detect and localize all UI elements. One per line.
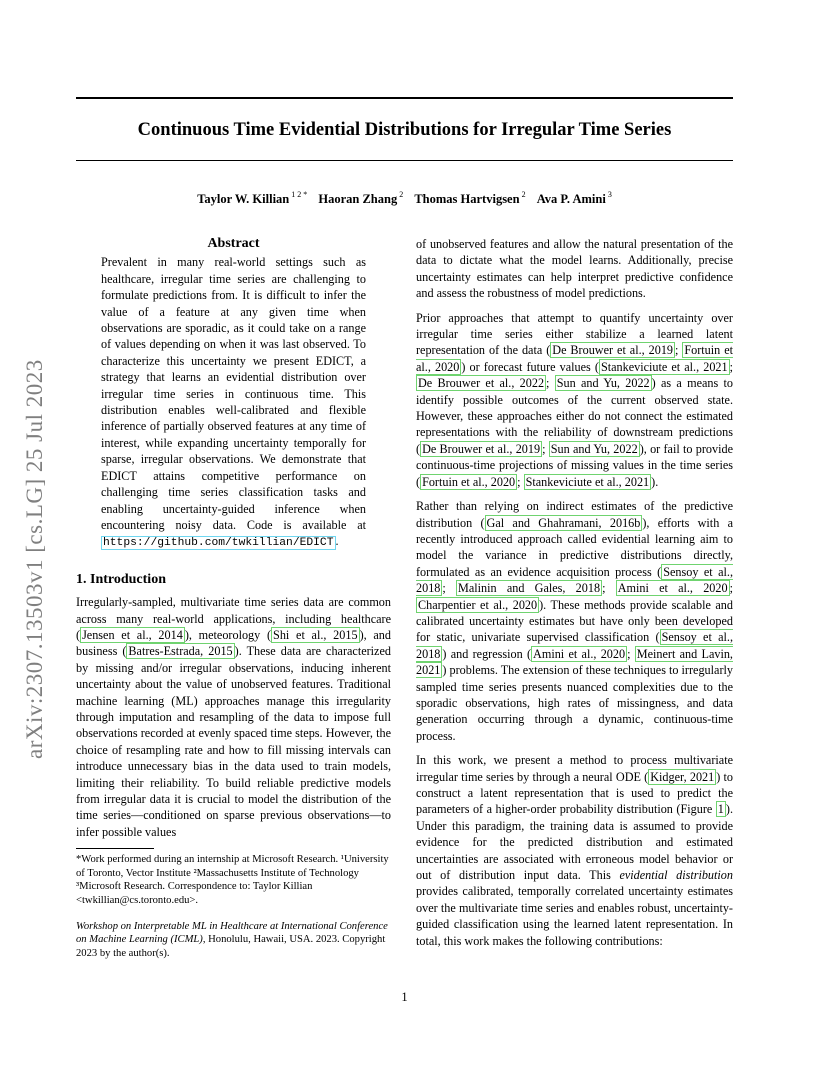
citation-link[interactable]: Jensen et al., 2014 bbox=[82, 627, 183, 642]
citation-link[interactable]: Sun and Yu, 2022 bbox=[550, 441, 638, 456]
paragraph: Rather than relying on indirect estimates of the predictive distribution ( Gal and Ghahramani, 2016b ), efforts with a recently introduced approach called evidential learning aim to model the variance in predictive distributions directly, formulated as an evidence acquisition process ( Sensoy et al., 2018 ; Malinin and Gales, 2018 ; Amini et al., 2020 ; Charpentier et al., 2020 ). These methods provide scalable and calibrated uncertainty estimates but have only been developed for static, univariate supervised classification ( Sensoy et al., 2018 ) and regression ( Amini et al., 2020 ; Meinert and Lavin, 2021 ) problems. The extension of these techniques to irregularly sampled time series presents nuanced complexities due to the sporadic observations, high rates of missingness, and data generation occurring through a dynamic, continuous-time process. bbox=[416, 499, 734, 743]
paragraph: of unobserved features and allow the natural presentation of the data to dictate what the model learns. Additionally, precise uncertainty estimates can help interpret predictive confidence and assess the robustness of model predictions. bbox=[416, 237, 733, 301]
citation-link[interactable]: Amini et al., 2020 bbox=[617, 581, 728, 596]
footnote-rule bbox=[76, 848, 154, 849]
paper-title: Continuous Time Evidential Distributions for Irregular Time Series bbox=[137, 120, 672, 140]
citation-link[interactable]: Meinert and Lavin, 2021 bbox=[416, 646, 733, 678]
citation-link[interactable]: Shi et al., 2015 bbox=[273, 627, 358, 642]
author: Thomas Hartvigsen $^2$ bbox=[414, 190, 526, 206]
author: Haoran Zhang $^2$ bbox=[318, 190, 404, 206]
author: Ava P. Amini $^3$ bbox=[536, 190, 612, 206]
figure-reference-link[interactable]: 1 bbox=[717, 802, 724, 817]
citation-link[interactable]: Gal and Ghahramani, 2016b bbox=[486, 515, 641, 530]
citation-link[interactable]: Batres-Estrada, 2015 bbox=[128, 644, 233, 659]
arxiv-stamp: arXiv:2307.13503v1 [cs.LG] 25 Jul 2023 bbox=[22, 359, 47, 759]
title-rule-bottom bbox=[76, 160, 733, 161]
author: Taylor W. Killian $^{1 2 *}$ bbox=[197, 190, 308, 206]
author-list bbox=[76, 190, 733, 207]
code-link[interactable]: https://github.com/twkillian/EDICT bbox=[103, 537, 334, 550]
citation-link[interactable]: De Brouwer et al., 2022 bbox=[418, 376, 545, 391]
citation-link[interactable]: De Brouwer et al., 2019 bbox=[552, 343, 674, 358]
citation-link[interactable]: Fortuin et al., 2020 bbox=[416, 343, 734, 374]
citation-link[interactable]: Sun and Yu, 2022 bbox=[556, 376, 650, 391]
right-column bbox=[416, 236, 733, 957]
citation-link[interactable]: Malinin and Gales, 2018 bbox=[458, 581, 601, 596]
citation-link[interactable]: Sensoy et al., 2018 bbox=[416, 630, 734, 661]
citation-link[interactable]: Stankeviciute et al., 2021 bbox=[600, 359, 728, 374]
citation-link[interactable]: Stankeviciute et al., 2021 bbox=[525, 474, 650, 489]
abstract-heading: Abstract bbox=[207, 236, 260, 251]
paragraph: Prior approaches that attempt to quantify uncertainty over irregular time series either stabilize a learned latent representation of the data ( De Brouwer et al., 2019 ; Fortuin et al., 2020 ) or forecast future values ( Stankeviciute et al., 2021 ; De Brouwer et al., 2022 ; Sun and Yu, 2022 ) as a means to identify possible outcomes of the current observed state. However, these approaches either do not connect the estimated representations with the reliability of downstream predictions ( De Brouwer et al., 2019 ; Sun and Yu, 2022 ), or fail to provide continuous-time projections of missing values in the time series ( Fortuin et al., 2020 ; Stankeviciute et al., 2021 ). bbox=[416, 310, 734, 489]
footnote-affiliations: *Work performed during an internship at Microsoft Research. ¹University of Toronto, Vector Institute ²Massachusetts Institute of Technology ³Microsoft Research. Correspondence to: Taylor Killian <twkillian@cs.toronto.edu>. bbox=[76, 854, 389, 906]
workshop-note: Workshop on Interpretable ML in Healthcare at International Conference on Machine Learning (ICML), Honolulu, Hawaii, USA. 2023. Copyright 2023 by the author(s). bbox=[76, 920, 388, 959]
paragraph: In this work, we present a method to process multivariate irregular time series by through a neural ODE ( Kidger, 2021 ) to construct a latent representation that is used to predict the parameters of a higher-order probability distribution (Figure 1 ). Under this paradigm, the training data is assumed to provide evidence for the predicted distribution and estimated uncertainties are associated with erroneous model behavior or out of distribution input data. This evidential distribution provides calibrated, temporally correlated uncertainty estimates over the multivariate time series and enables robust, uncertainty-guided classification using the learned latent representation. In total, this work makes the following contributions: bbox=[416, 753, 733, 948]
left-column bbox=[76, 236, 391, 960]
citation-link[interactable]: Fortuin et al., 2020 bbox=[422, 474, 516, 489]
citation-link[interactable]: Charpentier et al., 2020 bbox=[418, 597, 538, 612]
title-rule-top bbox=[76, 97, 733, 99]
citation-link[interactable]: Kidger, 2021 bbox=[650, 769, 715, 784]
page-number: 1 bbox=[401, 990, 408, 1004]
citation-link[interactable]: De Brouwer et al., 2019 bbox=[422, 441, 541, 456]
citation-link[interactable]: Amini et al., 2020 bbox=[533, 646, 626, 661]
intro-paragraph: Irregularly-sampled, multivariate time series data are common across many real-world applications, including healthcare ( Jensen et al., 2014 ), meteorology ( Shi et al., 2015 ), and business ( Batres-Estrada, 2015 ). These data are characterized by missing and/or irregular observations, inducing inherent uncertainty about the value of unobserved features. Traditional machine learning (ML) approaches manage this irregularity through imputation and resampling of the data to impose full observations recorded at evenly spaced time steps. However, the choice of resampling rate and how to fill missing intervals can introduce unnecessary bias in the data used to train models, limiting their reliability. To build reliable predictive models from irregular data it is crucial to model the distribution of the time series—conditioned on sparse previous observations—to infer possible values bbox=[76, 595, 391, 839]
citation-link[interactable]: Sensoy et al., 2018 bbox=[416, 564, 733, 596]
abstract-body: Prevalent in many real-world settings such as healthcare, irregular time series are challenging to formulate predictions from. It is difficult to infer the value of a feature at any given time when observations are sporadic, as it could take on a range of values depending on when it was last observed. To characterize this uncertainty we present EDICT, a strategy that learns an evidential distribution over irregular time series in continuous time. This distribution enables well-calibrated and flexible inference of partially observed features at any time of interest, while expanding uncertainty temporally for sparse, irregular observations. We demonstrate that EDICT attains competitive performance on challenging time series classification tasks and enabling uncertainty-guided inference when encountering noisy data. Code is available at https://github.com/twkillian/EDICT . bbox=[101, 255, 366, 550]
section-heading-introduction: 1. Introduction bbox=[76, 571, 166, 587]
